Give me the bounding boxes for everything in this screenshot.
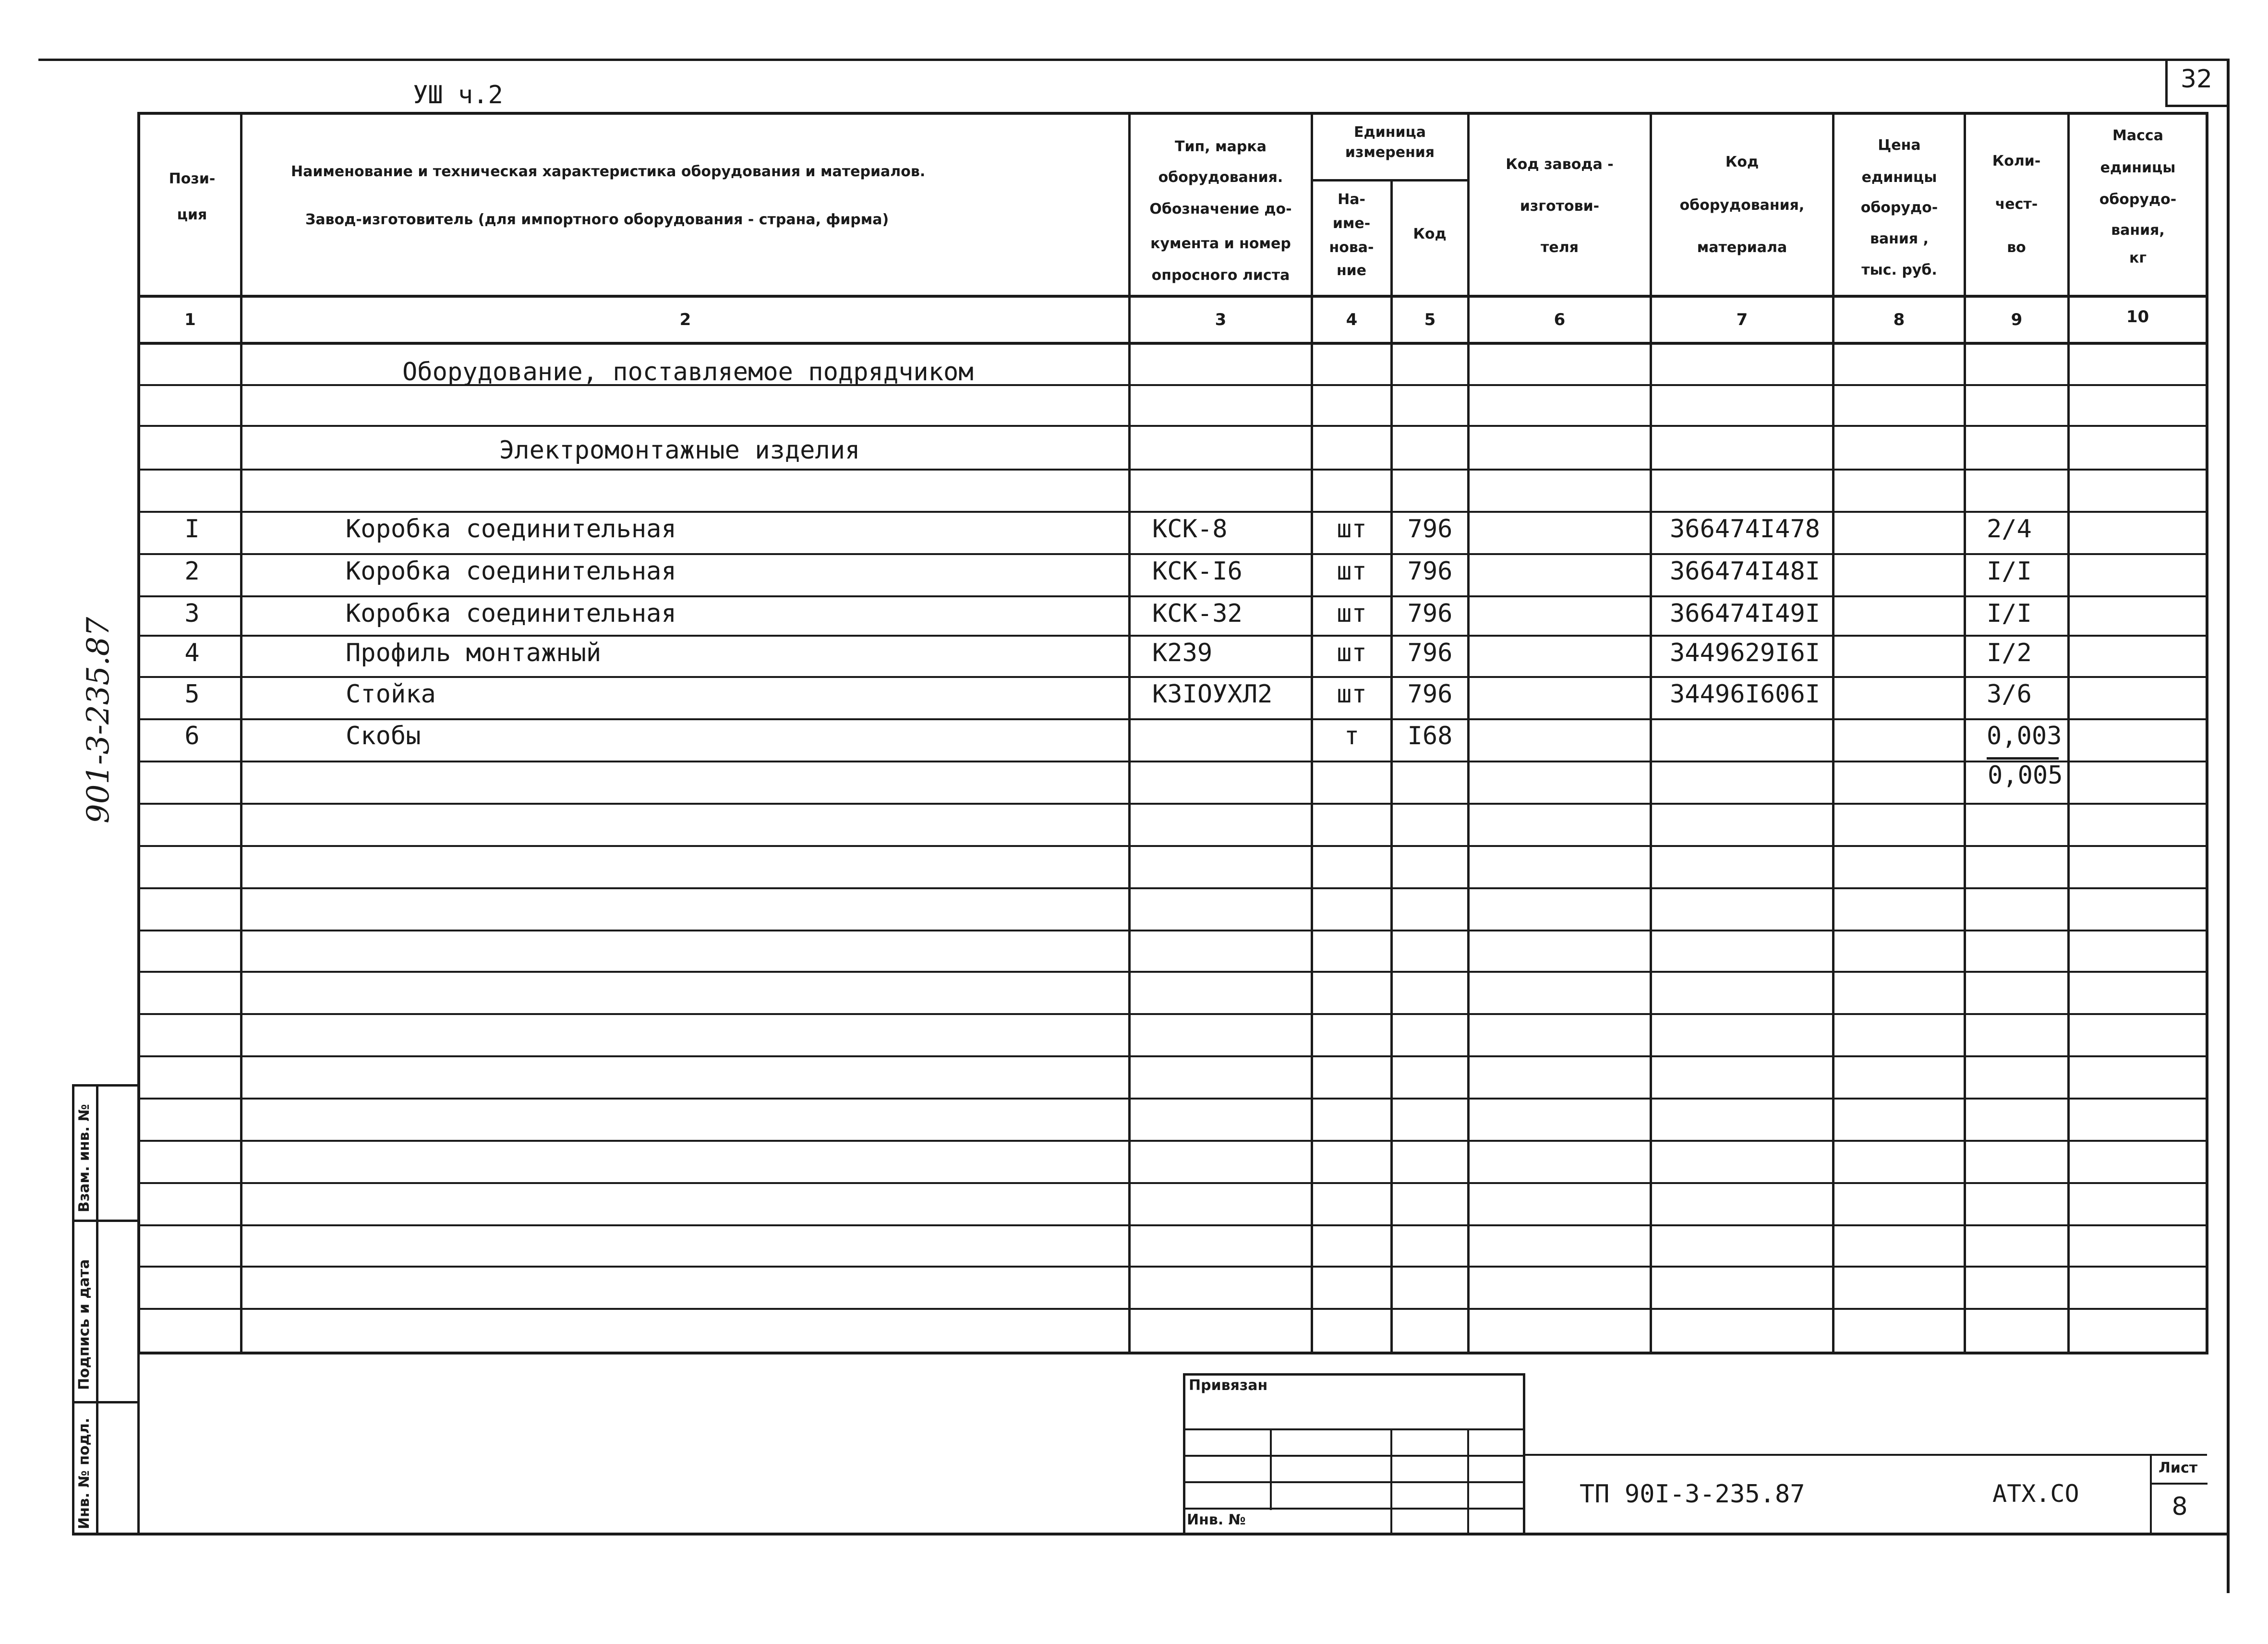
row-quantity: 2/4 (1987, 515, 2032, 544)
row-unit-code: I68 (1407, 722, 1453, 750)
header-col2-line2: Завод-изготовитель (для импортного оборудования - страна, фирма) (305, 211, 889, 228)
header-col3-line3: Обозначение до- (1149, 201, 1292, 218)
col-number-6: 6 (1554, 310, 1566, 329)
header-col4-line4: ние (1336, 262, 1367, 279)
row-type: КСК-32 (1152, 599, 1243, 628)
privyazan-label: Привязан (1189, 1377, 1268, 1394)
header-col3-line1: Тип, марка (1175, 138, 1267, 155)
col-number-4: 4 (1346, 310, 1358, 329)
qty-fraction-line (1987, 757, 2059, 760)
row-material-code: 3449629I6I (1670, 639, 1821, 667)
row-unit-code: 796 (1407, 599, 1453, 628)
row-quantity: I/I (1987, 557, 2032, 586)
header-col2-line1: Наименование и техническая характеристика оборудования и материалов. (291, 163, 926, 180)
top-rule (38, 59, 2228, 61)
col-number-5: 5 (1424, 310, 1436, 329)
header-col8-line1: Цена (1878, 137, 1921, 154)
header-col10-line2: единицы (2100, 159, 2176, 176)
table-top (137, 112, 2208, 115)
stamp-inv-podl: Инв. № подл. (76, 1417, 93, 1529)
row-name: Скобы (346, 722, 421, 750)
section-title-equipment: Оборудование, поставляемое подрядчиком (402, 358, 974, 387)
col-number-1: 1 (184, 310, 196, 329)
table-right (2206, 112, 2208, 1354)
row-position: 3 (184, 599, 200, 628)
row-type: К239 (1152, 639, 1213, 667)
row-unit-code: 796 (1407, 680, 1453, 709)
row-position: I (184, 515, 200, 544)
section-label: УШ ч.2 (413, 81, 503, 109)
list-label: Лист (2159, 1460, 2198, 1476)
header-col4-line1: На- (1338, 191, 1365, 208)
row-unit: т (1344, 722, 1360, 750)
header-col6-line1: Код завода - (1506, 156, 1614, 173)
frame-bottom (72, 1533, 2230, 1535)
row-position: 4 (184, 639, 200, 667)
sheet-box-left (2165, 59, 2168, 107)
list-number: 8 (2171, 1492, 2188, 1521)
row-material-code: 366474I48I (1670, 557, 1821, 586)
row-unit: шт (1337, 680, 1367, 709)
row-unit: шт (1337, 557, 1367, 586)
header-col8-line5: тыс. руб. (1861, 262, 1937, 278)
row-type: КСК-I6 (1152, 557, 1243, 586)
header-col6-line3: теля (1541, 239, 1579, 256)
doc-code: ТП 90I-3-235.87 (1580, 1480, 1805, 1509)
table-left (137, 112, 140, 1354)
sheet-number-top: 32 (2180, 65, 2213, 94)
row-quantity: 3/6 (1987, 680, 2032, 709)
stamp-podpis-data: Подпись и дата (76, 1259, 93, 1390)
header-col4-line3: нова- (1329, 239, 1374, 256)
header-col10-line1: Масса (2112, 127, 2163, 144)
header-col3-line5: опросного листа (1151, 267, 1290, 284)
header-col10-line5: кг (2129, 250, 2147, 266)
header-col45-top-line2: измерения (1345, 144, 1435, 161)
row-unit: шт (1337, 515, 1367, 544)
header-col3-line2: оборудования. (1158, 169, 1283, 186)
row-position: 2 (184, 557, 200, 586)
header-col8-line2: единицы (1861, 169, 1937, 186)
col-number-7: 7 (1736, 310, 1748, 329)
col-number-10: 10 (2126, 307, 2149, 326)
side-code: 901-3-235.87 (81, 616, 116, 823)
row-name: Коробка соединительная (346, 515, 676, 544)
header-col45-top-line1: Единица (1354, 124, 1426, 141)
header-col7-line1: Код (1725, 154, 1759, 170)
header-col9-line1: Коли- (1992, 153, 2041, 169)
header-col6-line2: изготови- (1520, 198, 1600, 215)
header-col8-line4: вания , (1870, 230, 1929, 247)
header-col4-line2: име- (1332, 215, 1371, 232)
row-name: Стойка (346, 680, 436, 709)
stamp-vzam-inv: Взам. инв. № (76, 1104, 93, 1212)
header-col1-line1: Пози- (169, 170, 216, 187)
header-col9-line3: во (2007, 239, 2026, 256)
row-position: 5 (184, 680, 200, 709)
section-title-electro: Электромонтажные изделия (499, 436, 860, 465)
row-unit-code: 796 (1407, 557, 1453, 586)
header-col9-line2: чест- (1995, 196, 2038, 213)
row-unit: шт (1337, 639, 1367, 667)
row-name: Профиль монтажный (346, 639, 602, 667)
col-number-8: 8 (1893, 310, 1905, 329)
row-name: Коробка соединительная (346, 599, 676, 628)
col-number-9: 9 (2011, 310, 2023, 329)
header-col1-line2: ция (177, 206, 207, 223)
row-quantity: I/2 (1987, 639, 2032, 667)
header-col3-line4: кумента и номер (1150, 235, 1291, 252)
header-col7-line2: оборудования, (1679, 197, 1805, 214)
row-quantity: 0,003 (1987, 722, 2062, 750)
col-number-2: 2 (679, 310, 691, 329)
row-type: КСК-8 (1152, 515, 1228, 544)
inv-no-label: Инв. № (1187, 1511, 1246, 1528)
col-number-3: 3 (1215, 310, 1227, 329)
header-col10-line4: вания, (2111, 222, 2165, 239)
row-unit-code: 796 (1407, 515, 1453, 544)
row-material-code: 366474I478 (1670, 515, 1821, 544)
row-type: К3IОУХЛ2 (1152, 680, 1273, 709)
header-col8-line3: оборудо- (1860, 199, 1938, 216)
frame-right (2227, 59, 2230, 1593)
doc-mark: АТХ.СО (1992, 1480, 2079, 1508)
header-col5: Код (1413, 226, 1447, 242)
sheet-box-bottom (2165, 105, 2228, 107)
row-position: 6 (184, 722, 200, 750)
header-col7-line3: материала (1697, 239, 1787, 256)
row-quantity: I/I (1987, 599, 2032, 628)
row-material-code: 34496I606I (1670, 680, 1821, 709)
row-unit-code: 796 (1407, 639, 1453, 667)
header-col10-line3: оборудо- (2099, 191, 2177, 208)
row-material-code: 366474I49I (1670, 599, 1821, 628)
row-name: Коробка соединительная (346, 557, 676, 586)
row-unit: шт (1337, 599, 1367, 628)
qty-extra: 0,005 (1988, 761, 2063, 790)
